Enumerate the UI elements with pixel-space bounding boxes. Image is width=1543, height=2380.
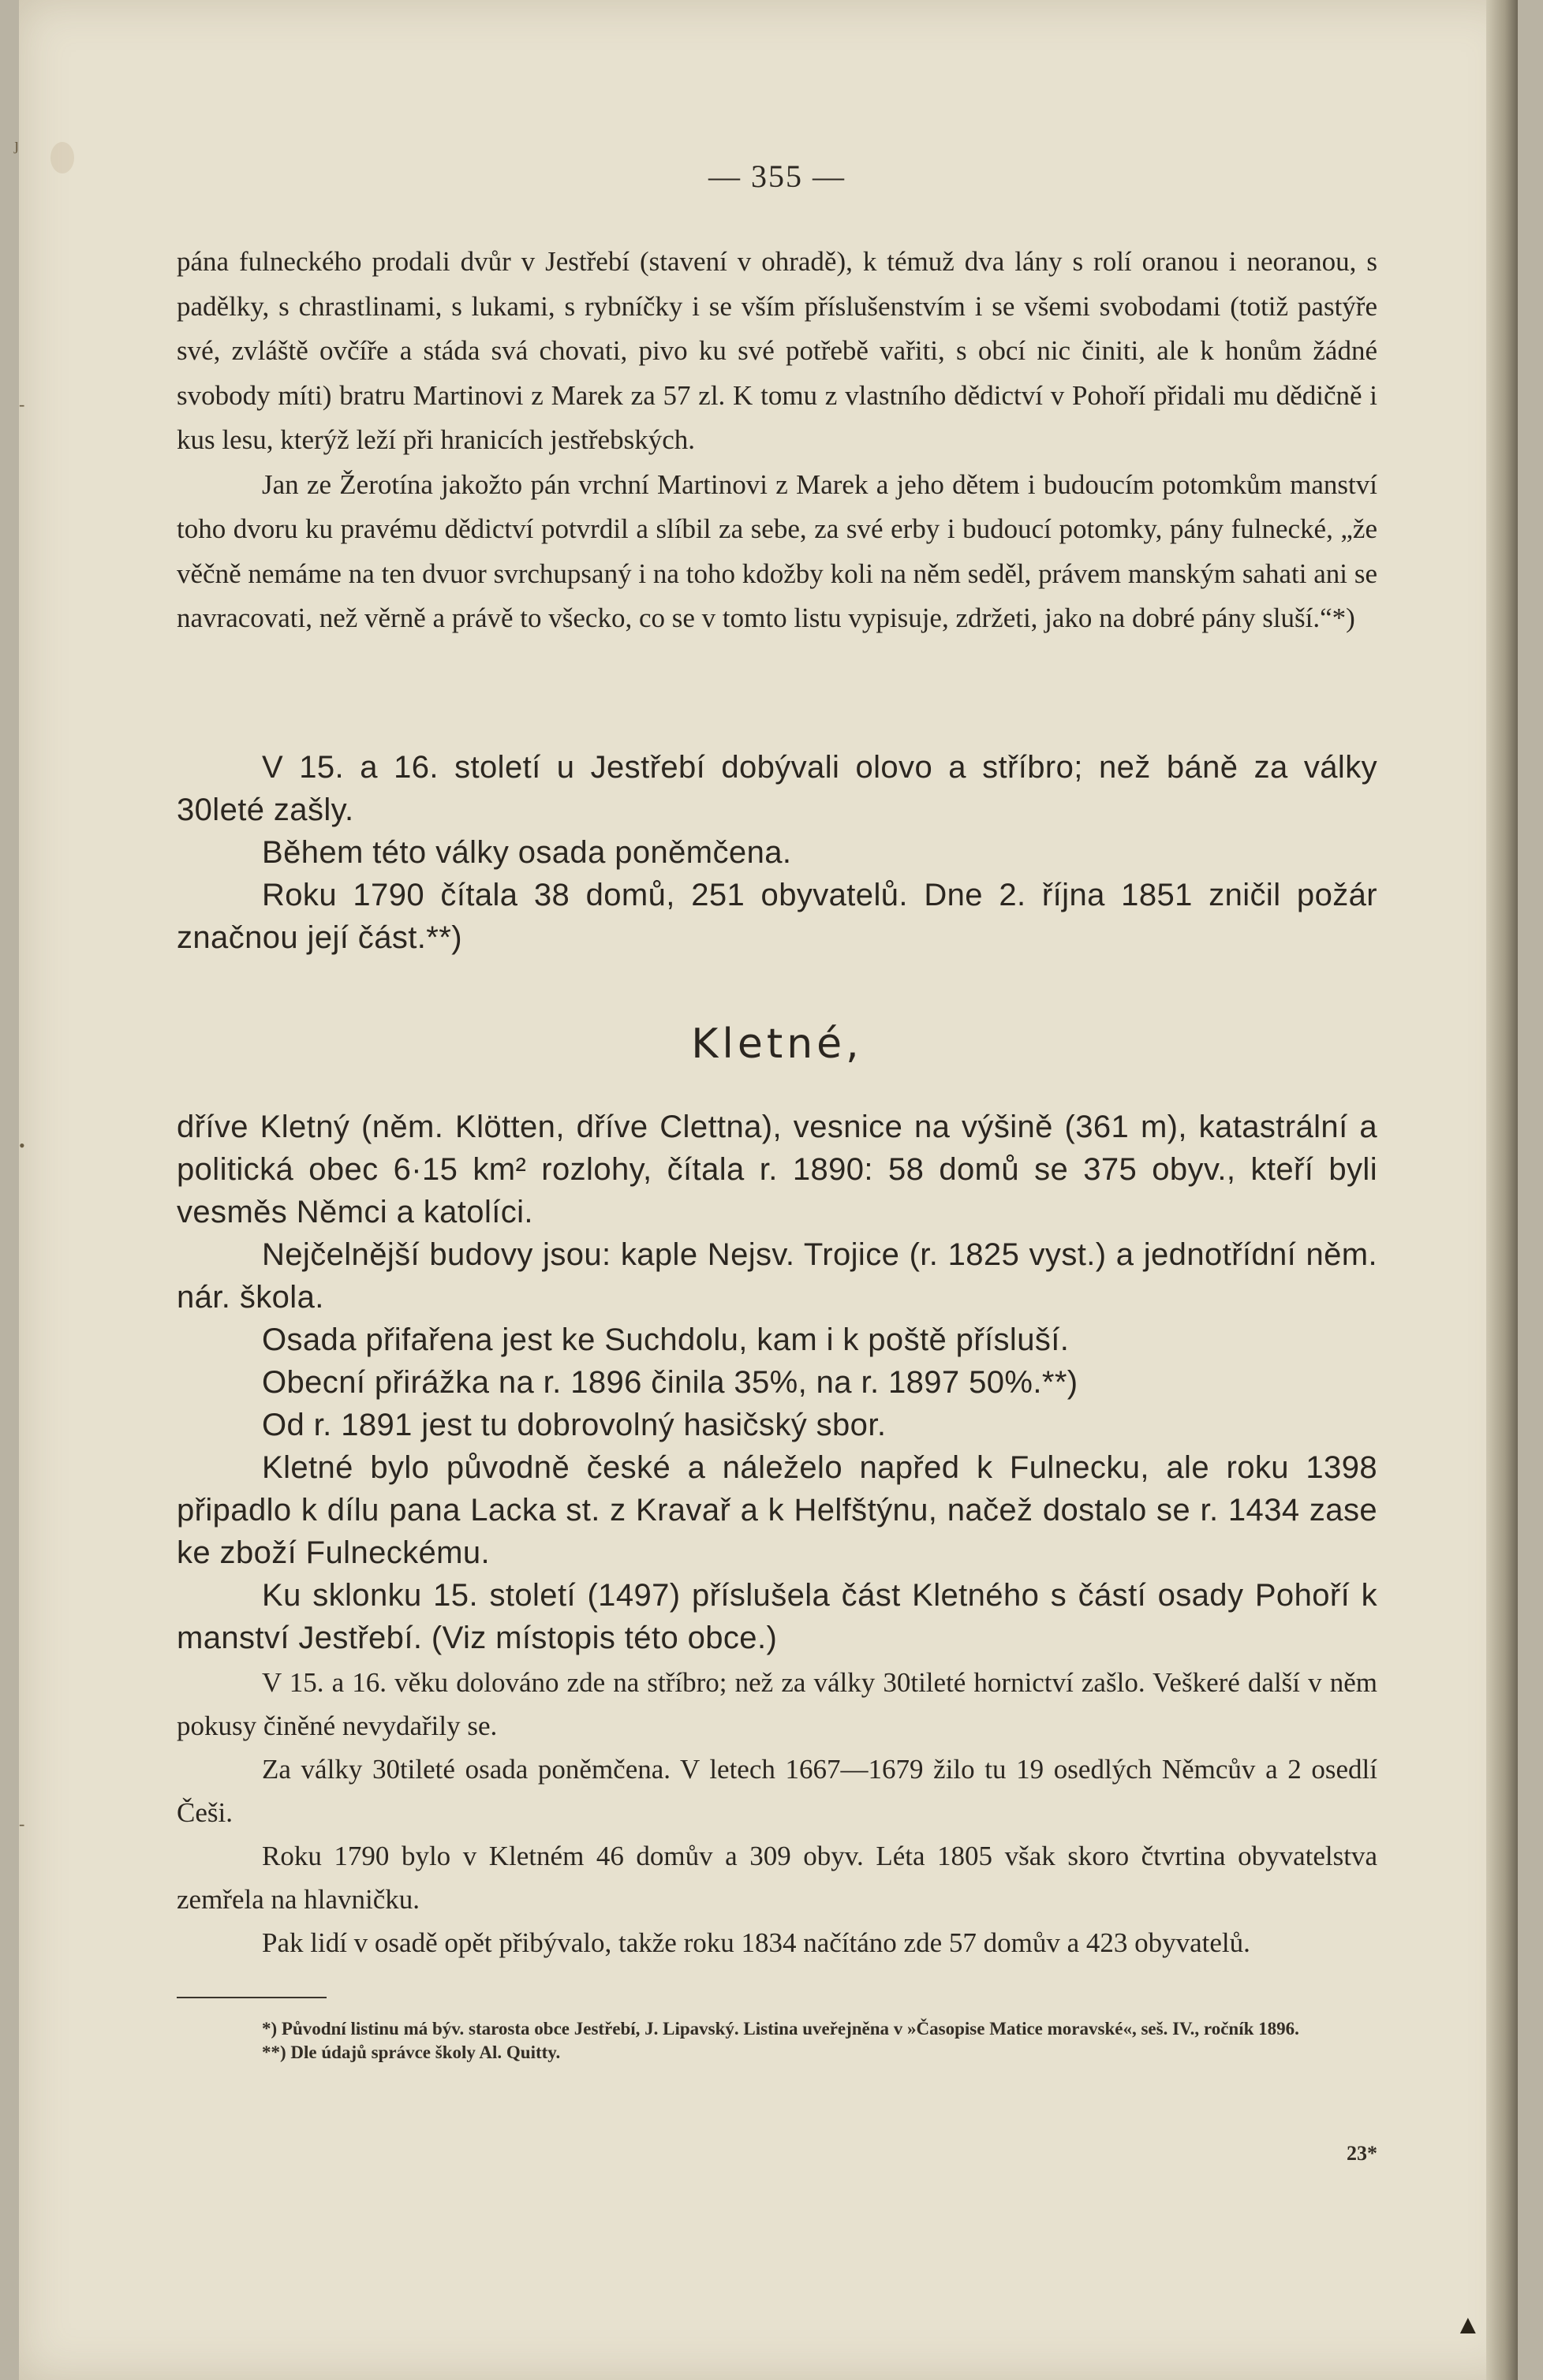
- paragraph: Nejčelnější budovy jsou: kaple Nejsv. Trojice (r. 1825 vyst.) a jednotřídní něm. nár. škola.: [177, 1237, 1377, 1315]
- margin-mark: •: [19, 1136, 25, 1155]
- section-heading: Kletné,: [691, 1020, 863, 1068]
- page-gutter: [1486, 0, 1518, 2380]
- text-block-small: [177, 1661, 1377, 1964]
- paragraph: V 15. a 16. věku dolováno zde na stříbro; než za války 30tileté hornictví zašlo. Veškeré další v něm pokusy činěné nevydařily se.: [177, 1667, 1377, 1741]
- paragraph: Kletné bylo původně české a náleželo napřed k Fulnecku, ale roku 1398 připadlo k dílu pana Lacka st. z Kravař a k Helfštýnu, načež dostalo se r. 1434 zase ke zboží Fulneckému.: [177, 1450, 1377, 1570]
- text-block-small: [177, 240, 1377, 641]
- paragraph: Za války 30tileté osada poněmčena. V letech 1667—1679 žilo tu 19 osedlých Němcův a 2 osedlí Češi.: [177, 1754, 1377, 1828]
- paragraph: dříve Kletný (něm. Klötten, dříve Clettna), vesnice na výšině (361 m), katastrální a politická obec 6·15 km² rozlohy, čítala r. 1890: 58 domů se 375 obyv., kteří byli vesměs Němci a katolíci.: [177, 1110, 1377, 1229]
- text-block-large: [177, 1106, 1377, 1659]
- margin-mark: ▲: [1455, 2311, 1481, 2340]
- footnotes: [177, 2017, 1377, 2065]
- footnote-rule: [177, 1997, 327, 1998]
- paragraph: Pak lidí v osadě opět přibývalo, takže roku 1834 načítáno zde 57 domův a 423 obyvatelů.: [262, 1927, 1250, 1958]
- paragraph: Osada přifařena jest ke Suchdolu, kam i k poště přísluší.: [262, 1322, 1070, 1357]
- margin-mark: ȷ: [14, 134, 20, 154]
- paragraph: Obecní přirážka na r. 1896 činila 35%, na r. 1897 50%.**): [262, 1365, 1078, 1400]
- text-block-large: [177, 746, 1377, 959]
- paragraph: Ku sklonku 15. století (1497) příslušela část Kletného s částí osady Pohoří k manství Jestřebí. (Viz místopis této obce.): [177, 1578, 1377, 1655]
- paragraph: Od r. 1891 jest tu dobrovolný hasičský sbor.: [262, 1408, 887, 1442]
- margin-mark: -: [19, 394, 25, 414]
- page-number: — 355 —: [708, 159, 846, 194]
- paragraph: Během této války osada poněmčena.: [262, 835, 792, 870]
- book-page: [14, 0, 1518, 2380]
- paragraph: Roku 1790 čítala 38 domů, 251 obyvatelů. Dne 2. října 1851 zničil požár značnou její část.**): [177, 878, 1377, 955]
- footnote: **) Dle údajů správce školy Al. Quitty.: [262, 2042, 561, 2062]
- paragraph: pána fulneckého prodali dvůr v Jestřebí (stavení v ohradě), k témuž dva lány s rolí oranou i neoranou, s padělky, s chrastlinami, s lukami, s rybníčky i se vším příslušenstvím i se všemi svobodami (totiž pastýře své, zvláště ovčíře a stáda svá chovati, pivo ku své potřebě vařiti, s obcí nic činiti, ale k honům žádné svobody míti) bratru Martinovi z Marek za 57 zl. K tomu z vlastního dědictví v Pohoří přidali mu dědičně i kus lesu, kterýž leží při hranicích jestřebských.: [177, 246, 1377, 455]
- paragraph: Jan ze Žerotína jakožto pán vrchní Martinovi z Marek a jeho dětem i budoucím potomkům manství toho dvoru ku pravému dědictví potvrdil a slíbil za sebe, za své erby i budoucí potomky, pány fulnecké, „že věčně nemáme na ten dvuor svrchupsaný i na toho kdožby koli na něm seděl, právem manským sahati ani se navracovati, než věrně a právě to všecko, co se v tomto listu vypisuje, zdržeti, jako na dobré pány sluší.“*): [177, 468, 1377, 633]
- footnote: *) Původní listinu má býv. starosta obce Jestřebí, J. Lipavský. Listina uveřejněna v »Časopise Matice moravské«, seš. IV., ročník 1896.: [262, 2019, 1299, 2039]
- paragraph: Roku 1790 bylo v Kletném 46 domův a 309 obyv. Léta 1805 však skoro čtvrtina obyvatelstva zemřela na hlavničku.: [177, 1841, 1377, 1915]
- printer-signature: 23*: [1347, 2142, 1377, 2165]
- margin-mark: -: [19, 1814, 25, 1833]
- paper-stain: [50, 142, 74, 173]
- paragraph: V 15. a 16. století u Jestřebí dobývali olovo a stříbro; než báně za války 30leté zašly.: [177, 750, 1377, 827]
